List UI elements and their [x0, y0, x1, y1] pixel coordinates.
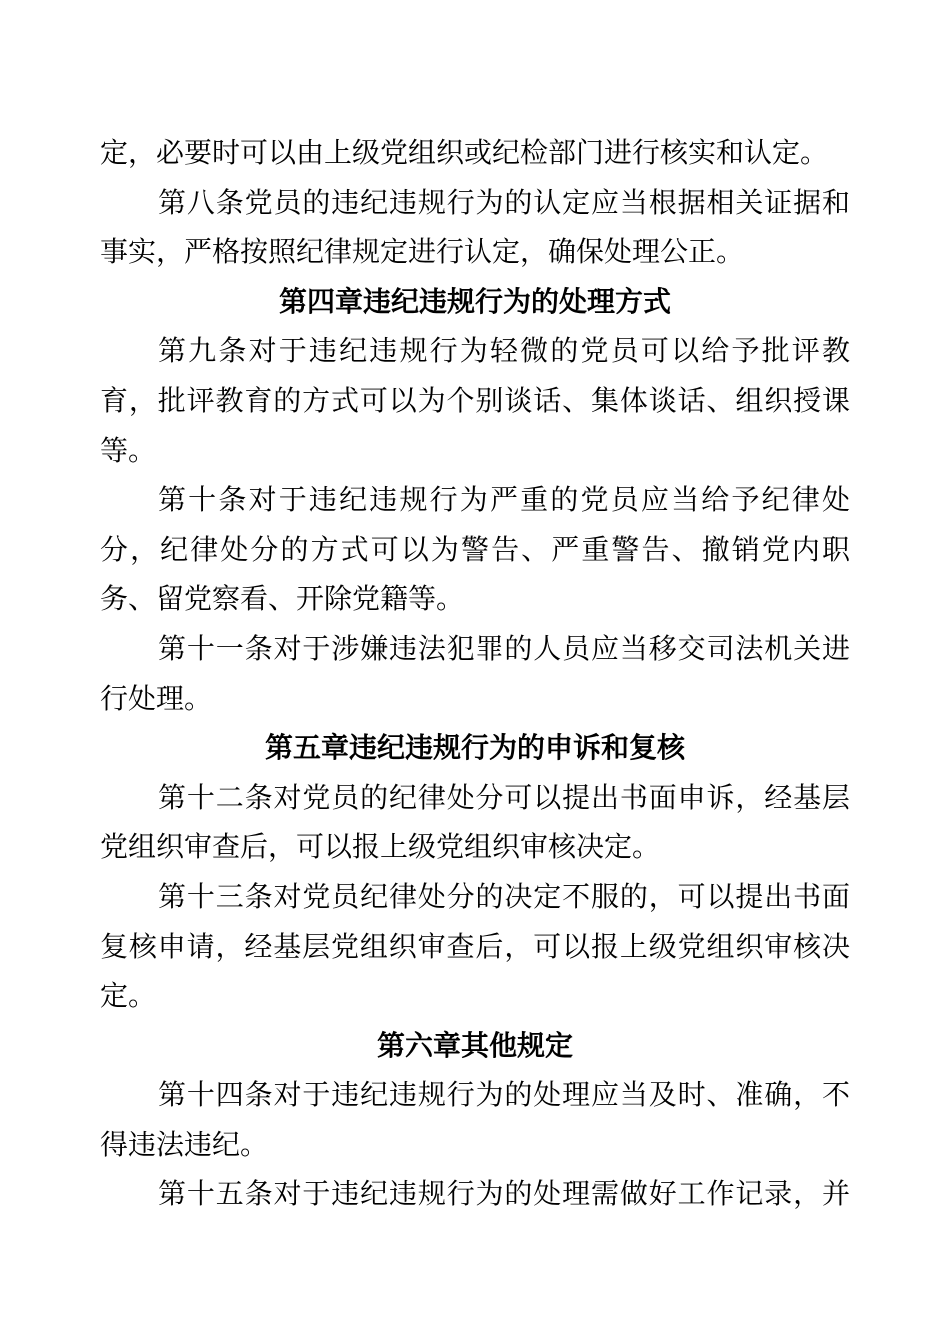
- text-line: 第九条对于违纪违规行为轻微的党员可以给予批评教: [158, 334, 850, 368]
- document-body: [100, 128, 850, 1219]
- text-line: 定，必要时可以由上级党组织或纪检部门进行核实和认定。: [100, 136, 829, 169]
- text-line: 第十三条对党员纪律处分的决定不服的，可以提出书面: [158, 879, 850, 913]
- chapter-heading: 第五章违纪违规行为的申诉和复核: [264, 731, 685, 765]
- text-line: 行处理。: [100, 681, 213, 715]
- text-line: 党组织审查后，可以报上级党组织审核决定。: [100, 830, 661, 864]
- text-line: 第十一条对于涉嫌违法犯罪的人员应当移交司法机关进: [158, 631, 850, 665]
- chapter-heading: 第六章其他规定: [376, 1028, 573, 1062]
- text-line: 分，纪律处分的方式可以为警告、严重警告、撤销党内职: [100, 532, 850, 566]
- text-line: 第十二条对党员的纪律处分可以提出书面申诉，经基层: [158, 780, 850, 814]
- text-line: 事实，严格按照纪律规定进行认定，确保处理公正。: [100, 235, 745, 269]
- text-line: 务、留党察看、开除党籍等。: [100, 582, 465, 616]
- text-line: 复核申请，经基层党组织审查后，可以报上级党组织审核决: [100, 929, 850, 963]
- chapter-heading: 第四章违纪违规行为的处理方式: [278, 284, 671, 318]
- text-line: 第十条对于违纪违规行为严重的党员应当给予纪律处: [158, 483, 850, 517]
- text-line: 第八条党员的违纪违规行为的认定应当根据相关证据和: [158, 185, 850, 219]
- text-line: 第十五条对于违纪违规行为的处理需做好工作记录，并: [158, 1177, 850, 1211]
- text-line: 得违法违纪。: [100, 1127, 269, 1161]
- text-line: 第十四条对于违纪违规行为的处理应当及时、准确，不: [158, 1078, 850, 1112]
- text-line: 等。: [100, 433, 157, 467]
- text-line: 定。: [100, 979, 157, 1013]
- text-line: 育，批评教育的方式可以为个别谈话、集体谈话、组织授课: [100, 383, 850, 417]
